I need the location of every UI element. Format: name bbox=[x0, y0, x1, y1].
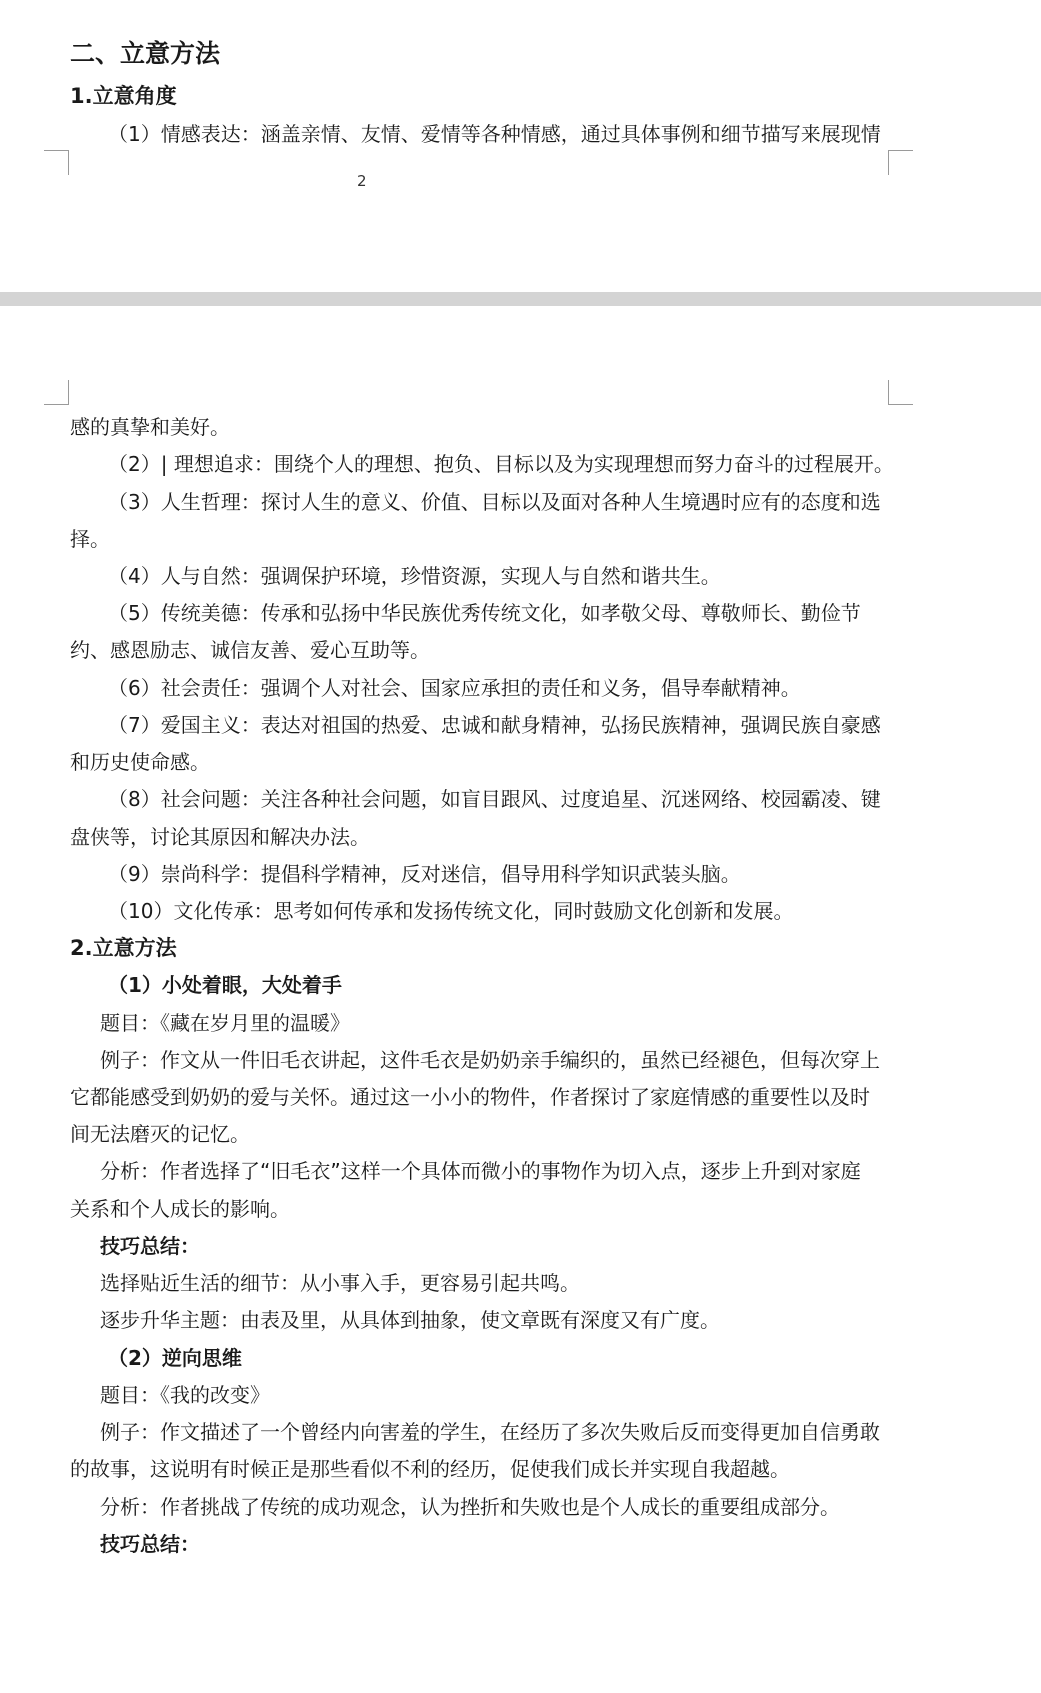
technique-summary-label: 技巧总结： bbox=[100, 1532, 200, 1556]
paragraph-line: （3）人生哲理：探讨人生的意义、价值、目标以及面对各种人生境遇时应有的态度和选 bbox=[108, 490, 881, 514]
paragraph-line: 感的真挚和美好。 bbox=[70, 415, 230, 439]
paragraph-line: 例子：作文描述了一个曾经内向害羞的学生，在经历了多次失败后反而变得更加自信勇敢 bbox=[100, 1420, 880, 1444]
paragraph-line: （1）情感表达：涵盖亲情、友情、爱情等各种情感，通过具体事例和细节描写来展现情 bbox=[108, 122, 881, 146]
subsection-title: 1.立意角度 bbox=[70, 84, 177, 108]
paragraph-line: （2）| 理想追求：围绕个人的理想、抱负、目标以及为实现理想而努力奋斗的过程展开。 bbox=[108, 452, 894, 476]
paragraph-line: 题目：《藏在岁月里的温暖》 bbox=[100, 1011, 350, 1035]
paragraph-line: 择。 bbox=[70, 527, 110, 551]
crop-mark bbox=[44, 380, 69, 405]
crop-mark bbox=[44, 150, 69, 175]
paragraph-line: 逐步升华主题：由表及里，从具体到抽象，使文章既有深度又有广度。 bbox=[100, 1308, 720, 1332]
paragraph-line: （6）社会责任：强调个人对社会、国家应承担的责任和义务，倡导奉献精神。 bbox=[108, 676, 801, 700]
crop-mark bbox=[888, 150, 913, 175]
paragraph-line: （5）传统美德：传承和弘扬中华民族优秀传统文化，如孝敬父母、尊敬师长、勤俭节 bbox=[108, 601, 861, 625]
method-heading: （1）小处着眼，大处着手 bbox=[108, 973, 342, 997]
paragraph-line: 选择贴近生活的细节：从小事入手，更容易引起共鸣。 bbox=[100, 1271, 580, 1295]
paragraph-line: 盘侠等，讨论其原因和解决办法。 bbox=[70, 825, 370, 849]
method-heading: （2）逆向思维 bbox=[108, 1346, 242, 1370]
paragraph-line: 分析：作者挑战了传统的成功观念，认为挫折和失败也是个人成长的重要组成部分。 bbox=[100, 1495, 840, 1519]
paragraph-line: 和历史使命感。 bbox=[70, 750, 210, 774]
paragraph-line: 题目：《我的改变》 bbox=[100, 1383, 270, 1407]
paragraph-line: （10）文化传承：思考如何传承和发扬传统文化，同时鼓励文化创新和发展。 bbox=[108, 899, 794, 923]
paragraph-line: （9）崇尚科学：提倡科学精神，反对迷信，倡导用科学知识武装头脑。 bbox=[108, 862, 741, 886]
paragraph-line: 间无法磨灭的记忆。 bbox=[70, 1122, 250, 1146]
paragraph-line: 约、感恩励志、诚信友善、爱心互助等。 bbox=[70, 638, 430, 662]
section-title: 二、立意方法 bbox=[70, 39, 221, 68]
paragraph-line: 分析：作者选择了“旧毛衣”这样一个具体而微小的事物作为切入点，逐步上升到对家庭 bbox=[100, 1159, 861, 1183]
page-number: 2 bbox=[357, 172, 367, 190]
paragraph-line: 关系和个人成长的影响。 bbox=[70, 1197, 290, 1221]
paragraph-line: （7）爱国主义：表达对祖国的热爱、忠诚和献身精神，弘扬民族精神，强调民族自豪感 bbox=[108, 713, 881, 737]
technique-summary-label: 技巧总结： bbox=[100, 1234, 200, 1258]
crop-mark bbox=[888, 380, 913, 405]
paragraph-line: （4）人与自然：强调保护环境，珍惜资源，实现人与自然和谐共生。 bbox=[108, 564, 721, 588]
paragraph-line: （8）社会问题：关注各种社会问题，如盲目跟风、过度追星、沉迷网络、校园霸凌、键 bbox=[108, 787, 881, 811]
page-gap bbox=[0, 292, 1041, 306]
paragraph-line: 它都能感受到奶奶的爱与关怀。通过这一小小的物件，作者探讨了家庭情感的重要性以及时 bbox=[70, 1085, 870, 1109]
paragraph-line: 的故事，这说明有时候正是那些看似不利的经历，促使我们成长并实现自我超越。 bbox=[70, 1457, 790, 1481]
paragraph-line: 例子：作文从一件旧毛衣讲起，这件毛衣是奶奶亲手编织的，虽然已经褪色，但每次穿上 bbox=[100, 1048, 880, 1072]
subsection-title: 2.立意方法 bbox=[70, 936, 177, 960]
